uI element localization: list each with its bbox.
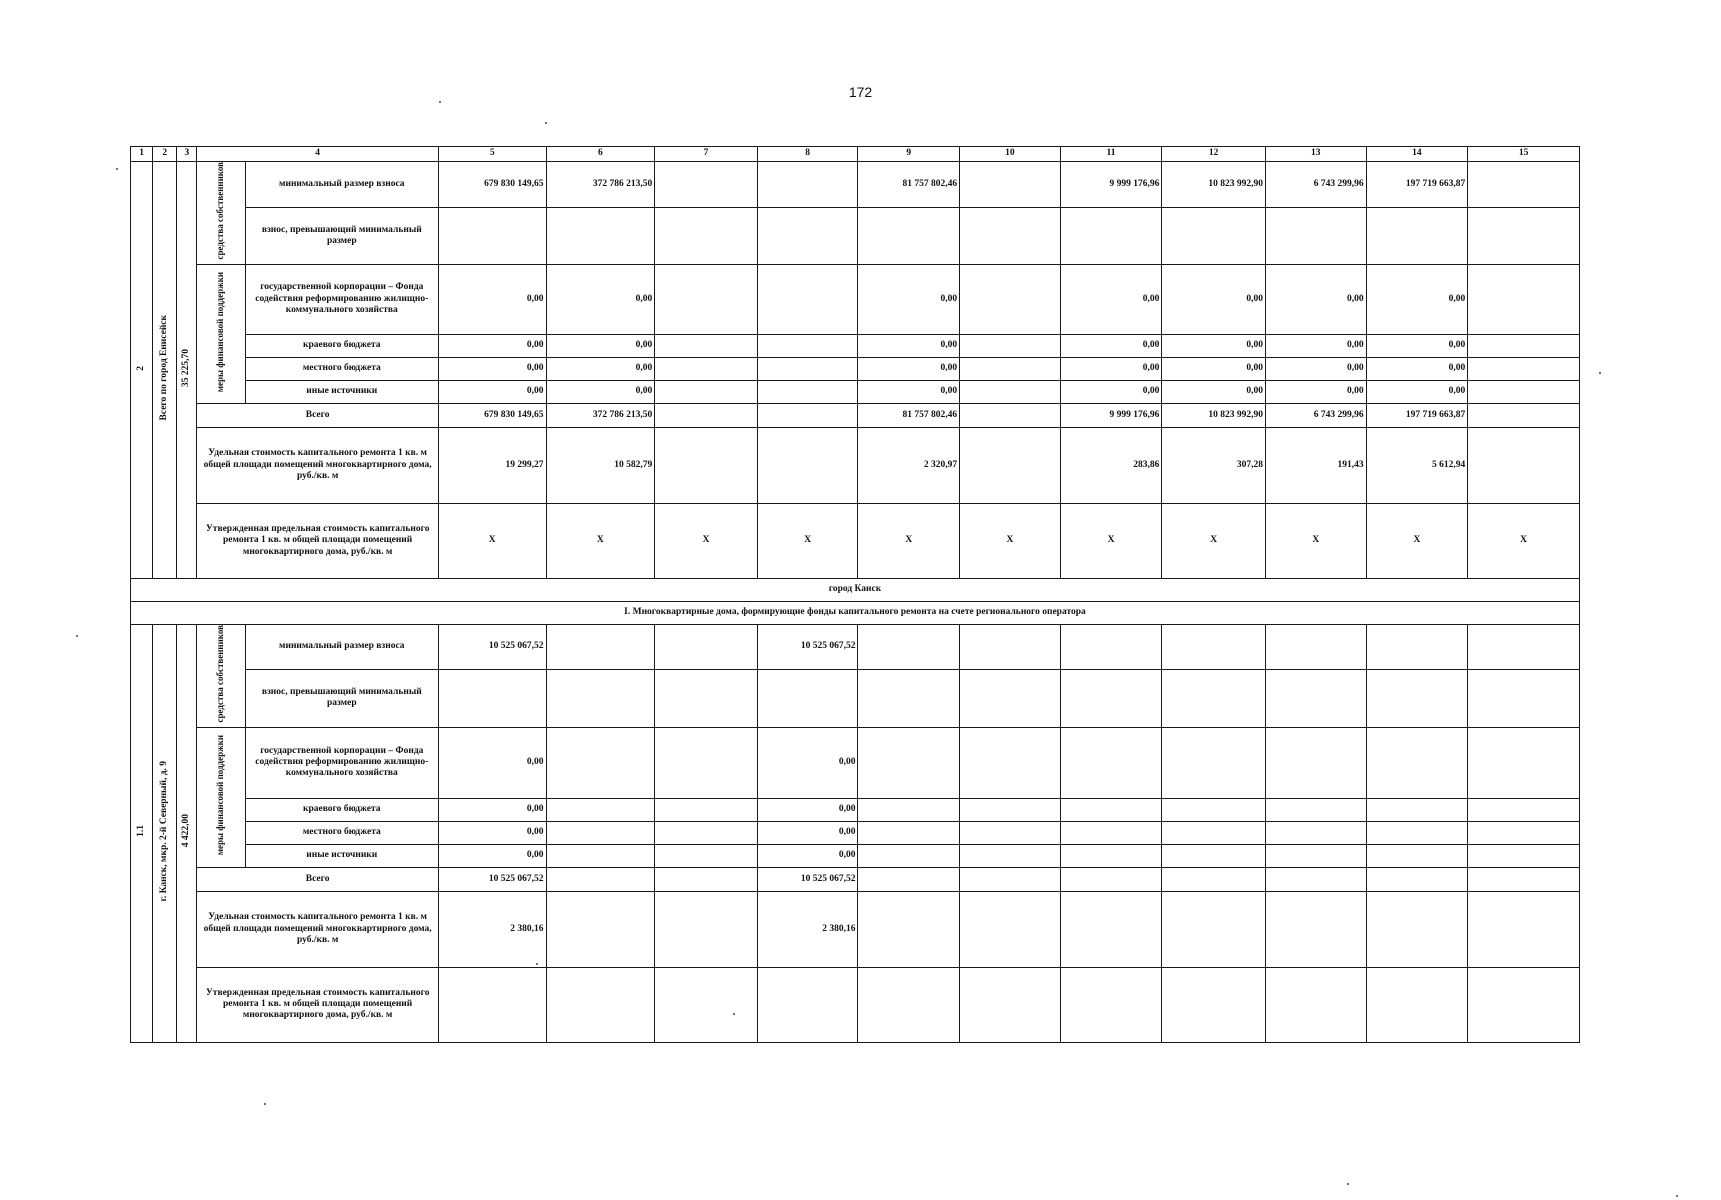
value-cell: 0,00 bbox=[1162, 334, 1266, 357]
group-owners-funds-text: средства собственников bbox=[215, 162, 226, 260]
value-cell bbox=[960, 670, 1061, 728]
value-cell bbox=[1060, 844, 1162, 867]
row-number bbox=[131, 162, 153, 579]
value-cell: 6 743 299,96 bbox=[1265, 162, 1366, 208]
value-cell: 0,00 bbox=[438, 821, 546, 844]
column-header: 12 bbox=[1162, 147, 1266, 162]
value-cell bbox=[1468, 727, 1580, 798]
table-row bbox=[131, 967, 1580, 1042]
value-cell bbox=[1468, 380, 1580, 403]
value-cell bbox=[1060, 821, 1162, 844]
row-number-text: 1.1 bbox=[135, 825, 146, 838]
value-cell bbox=[960, 403, 1061, 427]
value-cell: 0,00 bbox=[438, 357, 546, 380]
value-cell: 0,00 bbox=[438, 380, 546, 403]
row-label: государственной корпорации – Фонда содействия реформированию жилищно-коммунального хозяйства bbox=[245, 264, 438, 334]
value-cell bbox=[960, 334, 1061, 357]
value-cell: 19 299,27 bbox=[438, 427, 546, 503]
value-cell: 0,00 bbox=[438, 798, 546, 821]
value-cell: 0,00 bbox=[1060, 264, 1162, 334]
row-label: иные источники bbox=[245, 844, 438, 867]
object-name-text: г. Канск, мкр. 2-й Северный, д. 9 bbox=[159, 760, 169, 902]
value-cell bbox=[1468, 357, 1580, 380]
value-cell bbox=[960, 891, 1061, 967]
value-cell bbox=[655, 844, 758, 867]
row-number-text: 2 bbox=[135, 366, 146, 372]
value-cell bbox=[858, 821, 960, 844]
value-cell: 0,00 bbox=[1366, 357, 1468, 380]
table-row bbox=[131, 380, 1580, 403]
value-cell: X bbox=[655, 503, 758, 578]
column-number-row bbox=[131, 147, 1580, 162]
value-cell bbox=[546, 727, 655, 798]
group-financial-support-text: меры финансовой поддержки bbox=[215, 271, 226, 392]
value-cell bbox=[546, 208, 655, 265]
column-header: 14 bbox=[1366, 147, 1468, 162]
value-cell: 197 719 663,87 bbox=[1366, 403, 1468, 427]
value-cell: 5 612,94 bbox=[1366, 427, 1468, 503]
value-cell bbox=[1060, 891, 1162, 967]
value-cell: 0,00 bbox=[546, 334, 655, 357]
value-cell: 0,00 bbox=[546, 380, 655, 403]
value-cell: 0,00 bbox=[858, 357, 960, 380]
row-label: минимальный размер взноса bbox=[245, 624, 438, 669]
value-cell: 10 525 067,52 bbox=[757, 867, 858, 891]
value-cell bbox=[757, 334, 858, 357]
value-cell bbox=[1060, 624, 1162, 669]
value-cell bbox=[546, 798, 655, 821]
value-cell bbox=[1162, 798, 1266, 821]
value-cell bbox=[757, 427, 858, 503]
value-cell bbox=[858, 798, 960, 821]
value-cell: 2 380,16 bbox=[757, 891, 858, 967]
value-cell: 0,00 bbox=[757, 821, 858, 844]
value-cell bbox=[546, 844, 655, 867]
value-cell bbox=[1162, 844, 1266, 867]
value-cell bbox=[1468, 334, 1580, 357]
section-row bbox=[131, 601, 1580, 624]
value-cell: 2 320,97 bbox=[858, 427, 960, 503]
value-cell: 0,00 bbox=[1366, 334, 1468, 357]
value-cell bbox=[1468, 264, 1580, 334]
value-cell: 191,43 bbox=[1265, 427, 1366, 503]
value-cell bbox=[655, 624, 758, 669]
value-cell bbox=[960, 798, 1061, 821]
row-label: иные источники bbox=[245, 380, 438, 403]
value-cell bbox=[655, 891, 758, 967]
value-cell: 0,00 bbox=[858, 264, 960, 334]
scan-speck bbox=[116, 168, 118, 170]
value-cell bbox=[960, 264, 1061, 334]
value-cell bbox=[960, 967, 1061, 1042]
value-cell bbox=[757, 380, 858, 403]
row-number bbox=[131, 624, 153, 1042]
value-cell bbox=[1265, 844, 1366, 867]
value-cell bbox=[757, 670, 858, 728]
table-row bbox=[131, 334, 1580, 357]
value-cell: 0,00 bbox=[757, 727, 858, 798]
total-area-text: 35 225,70 bbox=[181, 348, 192, 387]
value-cell bbox=[1265, 967, 1366, 1042]
value-cell: 10 582,79 bbox=[546, 427, 655, 503]
row-label: Утвержденная предельная стоимость капитального ремонта 1 кв. м общей площади помещений многоквартирного дома, руб./кв. м bbox=[197, 503, 438, 578]
value-cell: 0,00 bbox=[546, 264, 655, 334]
value-cell: 10 525 067,52 bbox=[757, 624, 858, 669]
value-cell: 0,00 bbox=[1265, 380, 1366, 403]
value-cell bbox=[1366, 798, 1468, 821]
value-cell: 0,00 bbox=[1265, 264, 1366, 334]
value-cell: 10 525 067,52 bbox=[438, 867, 546, 891]
value-cell bbox=[546, 670, 655, 728]
value-cell bbox=[1060, 967, 1162, 1042]
value-cell: X bbox=[1468, 503, 1580, 578]
value-cell bbox=[1060, 670, 1162, 728]
value-cell: 0,00 bbox=[757, 798, 858, 821]
value-cell: X bbox=[757, 503, 858, 578]
value-cell bbox=[1366, 208, 1468, 265]
scan-speck bbox=[1599, 372, 1601, 374]
value-cell bbox=[1265, 727, 1366, 798]
value-cell: 0,00 bbox=[1162, 264, 1266, 334]
column-header: 6 bbox=[546, 147, 655, 162]
table-row bbox=[131, 727, 1580, 798]
value-cell bbox=[858, 670, 960, 728]
row-label: Всего bbox=[197, 403, 438, 427]
value-cell bbox=[1468, 670, 1580, 728]
value-cell bbox=[1162, 727, 1266, 798]
value-cell bbox=[1468, 624, 1580, 669]
group-owners-funds bbox=[197, 162, 245, 265]
value-cell bbox=[1366, 891, 1468, 967]
table-row bbox=[131, 867, 1580, 891]
value-cell bbox=[1468, 208, 1580, 265]
value-cell bbox=[655, 357, 758, 380]
value-cell bbox=[1468, 403, 1580, 427]
value-cell: X bbox=[858, 503, 960, 578]
value-cell bbox=[546, 967, 655, 1042]
value-cell bbox=[757, 357, 858, 380]
table-row bbox=[131, 162, 1580, 208]
value-cell bbox=[757, 208, 858, 265]
city-title: город Канск bbox=[131, 578, 1580, 601]
row-label: взнос, превышающий минимальный размер bbox=[245, 208, 438, 265]
value-cell bbox=[1468, 891, 1580, 967]
value-cell bbox=[1060, 798, 1162, 821]
value-cell bbox=[960, 380, 1061, 403]
scan-speck bbox=[439, 101, 441, 103]
value-cell: 2 380,16 bbox=[438, 891, 546, 967]
value-cell: 372 786 213,50 bbox=[546, 162, 655, 208]
total-area bbox=[177, 162, 197, 579]
value-cell: X bbox=[960, 503, 1061, 578]
value-cell bbox=[1162, 670, 1266, 728]
table-row bbox=[131, 264, 1580, 334]
value-cell: 81 757 802,46 bbox=[858, 162, 960, 208]
value-cell bbox=[655, 867, 758, 891]
value-cell bbox=[438, 208, 546, 265]
value-cell bbox=[960, 844, 1061, 867]
row-label: местного бюджета bbox=[245, 357, 438, 380]
value-cell bbox=[1162, 821, 1266, 844]
column-header: 13 bbox=[1265, 147, 1366, 162]
value-cell: 197 719 663,87 bbox=[1366, 162, 1468, 208]
row-label: Утвержденная предельная стоимость капитального ремонта 1 кв. м общей площади помещений многоквартирного дома, руб./кв. м bbox=[197, 967, 438, 1042]
value-cell bbox=[960, 867, 1061, 891]
row-label: местного бюджета bbox=[245, 821, 438, 844]
group-financial-support-text: меры финансовой поддержки bbox=[215, 734, 226, 856]
value-cell bbox=[858, 624, 960, 669]
value-cell bbox=[655, 162, 758, 208]
value-cell bbox=[1468, 967, 1580, 1042]
value-cell: 679 830 149,65 bbox=[438, 162, 546, 208]
row-label: минимальный размер взноса bbox=[245, 162, 438, 208]
value-cell: 0,00 bbox=[438, 727, 546, 798]
row-label: взнос, превышающий минимальный размер bbox=[245, 670, 438, 728]
object-name bbox=[153, 162, 177, 579]
value-cell bbox=[858, 727, 960, 798]
row-label: Всего bbox=[197, 867, 438, 891]
value-cell bbox=[960, 821, 1061, 844]
value-cell: 0,00 bbox=[1366, 264, 1468, 334]
value-cell bbox=[1162, 967, 1266, 1042]
value-cell bbox=[438, 670, 546, 728]
value-cell: 0,00 bbox=[438, 844, 546, 867]
value-cell bbox=[1060, 208, 1162, 265]
table-row bbox=[131, 821, 1580, 844]
value-cell: 0,00 bbox=[438, 334, 546, 357]
scan-speck bbox=[536, 963, 538, 965]
value-cell bbox=[1162, 208, 1266, 265]
column-header: 4 bbox=[197, 147, 438, 162]
column-header: 11 bbox=[1060, 147, 1162, 162]
value-cell bbox=[1366, 821, 1468, 844]
value-cell bbox=[960, 624, 1061, 669]
value-cell: 0,00 bbox=[858, 334, 960, 357]
value-cell bbox=[546, 891, 655, 967]
value-cell bbox=[858, 891, 960, 967]
value-cell bbox=[1366, 624, 1468, 669]
value-cell: X bbox=[438, 503, 546, 578]
value-cell: 679 830 149,65 bbox=[438, 403, 546, 427]
scan-speck bbox=[1347, 1183, 1349, 1185]
table-row bbox=[131, 624, 1580, 669]
column-header: 9 bbox=[858, 147, 960, 162]
value-cell bbox=[655, 727, 758, 798]
table-row bbox=[131, 798, 1580, 821]
value-cell: 10 823 992,90 bbox=[1162, 403, 1266, 427]
value-cell bbox=[1366, 670, 1468, 728]
section-title: I. Многоквартирные дома, формирующие фонды капитального ремонта на счете регионального оператора bbox=[131, 601, 1580, 624]
value-cell bbox=[546, 624, 655, 669]
value-cell: 0,00 bbox=[1162, 380, 1266, 403]
value-cell: 307,28 bbox=[1162, 427, 1266, 503]
value-cell bbox=[858, 867, 960, 891]
value-cell: 0,00 bbox=[1060, 357, 1162, 380]
value-cell bbox=[1468, 844, 1580, 867]
value-cell bbox=[655, 380, 758, 403]
value-cell bbox=[1060, 867, 1162, 891]
value-cell bbox=[1265, 208, 1366, 265]
value-cell: 0,00 bbox=[546, 357, 655, 380]
value-cell bbox=[1265, 867, 1366, 891]
value-cell: 9 999 176,96 bbox=[1060, 403, 1162, 427]
value-cell bbox=[1265, 821, 1366, 844]
group-financial-support bbox=[197, 264, 245, 403]
value-cell bbox=[960, 208, 1061, 265]
value-cell: 0,00 bbox=[1060, 380, 1162, 403]
value-cell bbox=[858, 967, 960, 1042]
row-label: краевого бюджета bbox=[245, 798, 438, 821]
table-row bbox=[131, 208, 1580, 265]
value-cell bbox=[1468, 798, 1580, 821]
page-number: 172 bbox=[848, 84, 873, 100]
group-owners-funds bbox=[197, 624, 245, 727]
value-cell bbox=[655, 798, 758, 821]
table-row bbox=[131, 503, 1580, 578]
value-cell bbox=[655, 821, 758, 844]
scan-speck bbox=[76, 635, 78, 637]
value-cell: 9 999 176,96 bbox=[1060, 162, 1162, 208]
value-cell: X bbox=[1060, 503, 1162, 578]
column-header: 7 bbox=[655, 147, 758, 162]
value-cell bbox=[438, 967, 546, 1042]
column-header: 5 bbox=[438, 147, 546, 162]
value-cell bbox=[655, 264, 758, 334]
column-header: 15 bbox=[1468, 147, 1580, 162]
value-cell bbox=[1060, 727, 1162, 798]
value-cell bbox=[1162, 867, 1266, 891]
value-cell bbox=[1468, 867, 1580, 891]
value-cell bbox=[1468, 821, 1580, 844]
value-cell bbox=[960, 727, 1061, 798]
value-cell: 10 823 992,90 bbox=[1162, 162, 1266, 208]
value-cell: 81 757 802,46 bbox=[858, 403, 960, 427]
value-cell bbox=[655, 403, 758, 427]
value-cell bbox=[1366, 844, 1468, 867]
table-row bbox=[131, 891, 1580, 967]
table-row bbox=[131, 427, 1580, 503]
value-cell: 283,86 bbox=[1060, 427, 1162, 503]
value-cell bbox=[1366, 727, 1468, 798]
value-cell: 0,00 bbox=[1265, 357, 1366, 380]
value-cell bbox=[1265, 624, 1366, 669]
object-name bbox=[153, 624, 177, 1042]
value-cell bbox=[1265, 798, 1366, 821]
scan-speck bbox=[264, 1103, 266, 1105]
group-financial-support bbox=[197, 727, 245, 867]
value-cell bbox=[655, 208, 758, 265]
value-cell: 0,00 bbox=[1060, 334, 1162, 357]
value-cell bbox=[757, 967, 858, 1042]
capital-repair-table bbox=[130, 146, 1580, 1043]
value-cell bbox=[546, 821, 655, 844]
value-cell: 0,00 bbox=[1265, 334, 1366, 357]
value-cell: 6 743 299,96 bbox=[1265, 403, 1366, 427]
row-label: краевого бюджета bbox=[245, 334, 438, 357]
value-cell bbox=[1366, 867, 1468, 891]
object-name-text: Всего по город Енисейск bbox=[159, 315, 169, 421]
value-cell bbox=[655, 427, 758, 503]
value-cell: 372 786 213,50 bbox=[546, 403, 655, 427]
value-cell: X bbox=[1162, 503, 1266, 578]
value-cell: X bbox=[1265, 503, 1366, 578]
column-header: 3 bbox=[177, 147, 197, 162]
value-cell bbox=[655, 967, 758, 1042]
row-label: государственной корпорации – Фонда содействия реформированию жилищно-коммунального хозяйства bbox=[245, 727, 438, 798]
row-label: Удельная стоимость капитального ремонта 1 кв. м общей площади помещений многоквартирного дома, руб./кв. м bbox=[197, 891, 438, 967]
value-cell bbox=[1265, 670, 1366, 728]
value-cell bbox=[546, 867, 655, 891]
column-header: 1 bbox=[131, 147, 153, 162]
value-cell: X bbox=[546, 503, 655, 578]
value-cell bbox=[858, 208, 960, 265]
table-row bbox=[131, 844, 1580, 867]
table-row bbox=[131, 403, 1580, 427]
value-cell bbox=[757, 264, 858, 334]
value-cell: 0,00 bbox=[438, 264, 546, 334]
scan-speck bbox=[1676, 1195, 1678, 1197]
table-row bbox=[131, 670, 1580, 728]
value-cell: 0,00 bbox=[1366, 380, 1468, 403]
value-cell bbox=[1162, 891, 1266, 967]
column-header: 2 bbox=[153, 147, 177, 162]
table-row bbox=[131, 357, 1580, 380]
value-cell bbox=[1162, 624, 1266, 669]
value-cell bbox=[1468, 162, 1580, 208]
total-area bbox=[177, 624, 197, 1042]
value-cell bbox=[960, 162, 1061, 208]
scan-speck bbox=[733, 1013, 735, 1015]
value-cell bbox=[858, 844, 960, 867]
group-owners-funds-text: средства собственников bbox=[215, 624, 226, 723]
value-cell bbox=[1468, 427, 1580, 503]
value-cell: 10 525 067,52 bbox=[438, 624, 546, 669]
value-cell: 0,00 bbox=[858, 380, 960, 403]
value-cell bbox=[655, 334, 758, 357]
city-row bbox=[131, 578, 1580, 601]
column-header: 8 bbox=[757, 147, 858, 162]
value-cell: 0,00 bbox=[757, 844, 858, 867]
value-cell bbox=[1265, 891, 1366, 967]
value-cell bbox=[960, 427, 1061, 503]
value-cell bbox=[960, 357, 1061, 380]
total-area-text: 4 422,00 bbox=[181, 814, 192, 848]
value-cell bbox=[757, 162, 858, 208]
value-cell: 0,00 bbox=[1162, 357, 1266, 380]
value-cell: X bbox=[1366, 503, 1468, 578]
value-cell bbox=[757, 403, 858, 427]
value-cell bbox=[1366, 967, 1468, 1042]
scan-speck bbox=[545, 122, 547, 124]
row-label: Удельная стоимость капитального ремонта 1 кв. м общей площади помещений многоквартирного дома, руб./кв. м bbox=[197, 427, 438, 503]
value-cell bbox=[655, 670, 758, 728]
column-header: 10 bbox=[960, 147, 1061, 162]
